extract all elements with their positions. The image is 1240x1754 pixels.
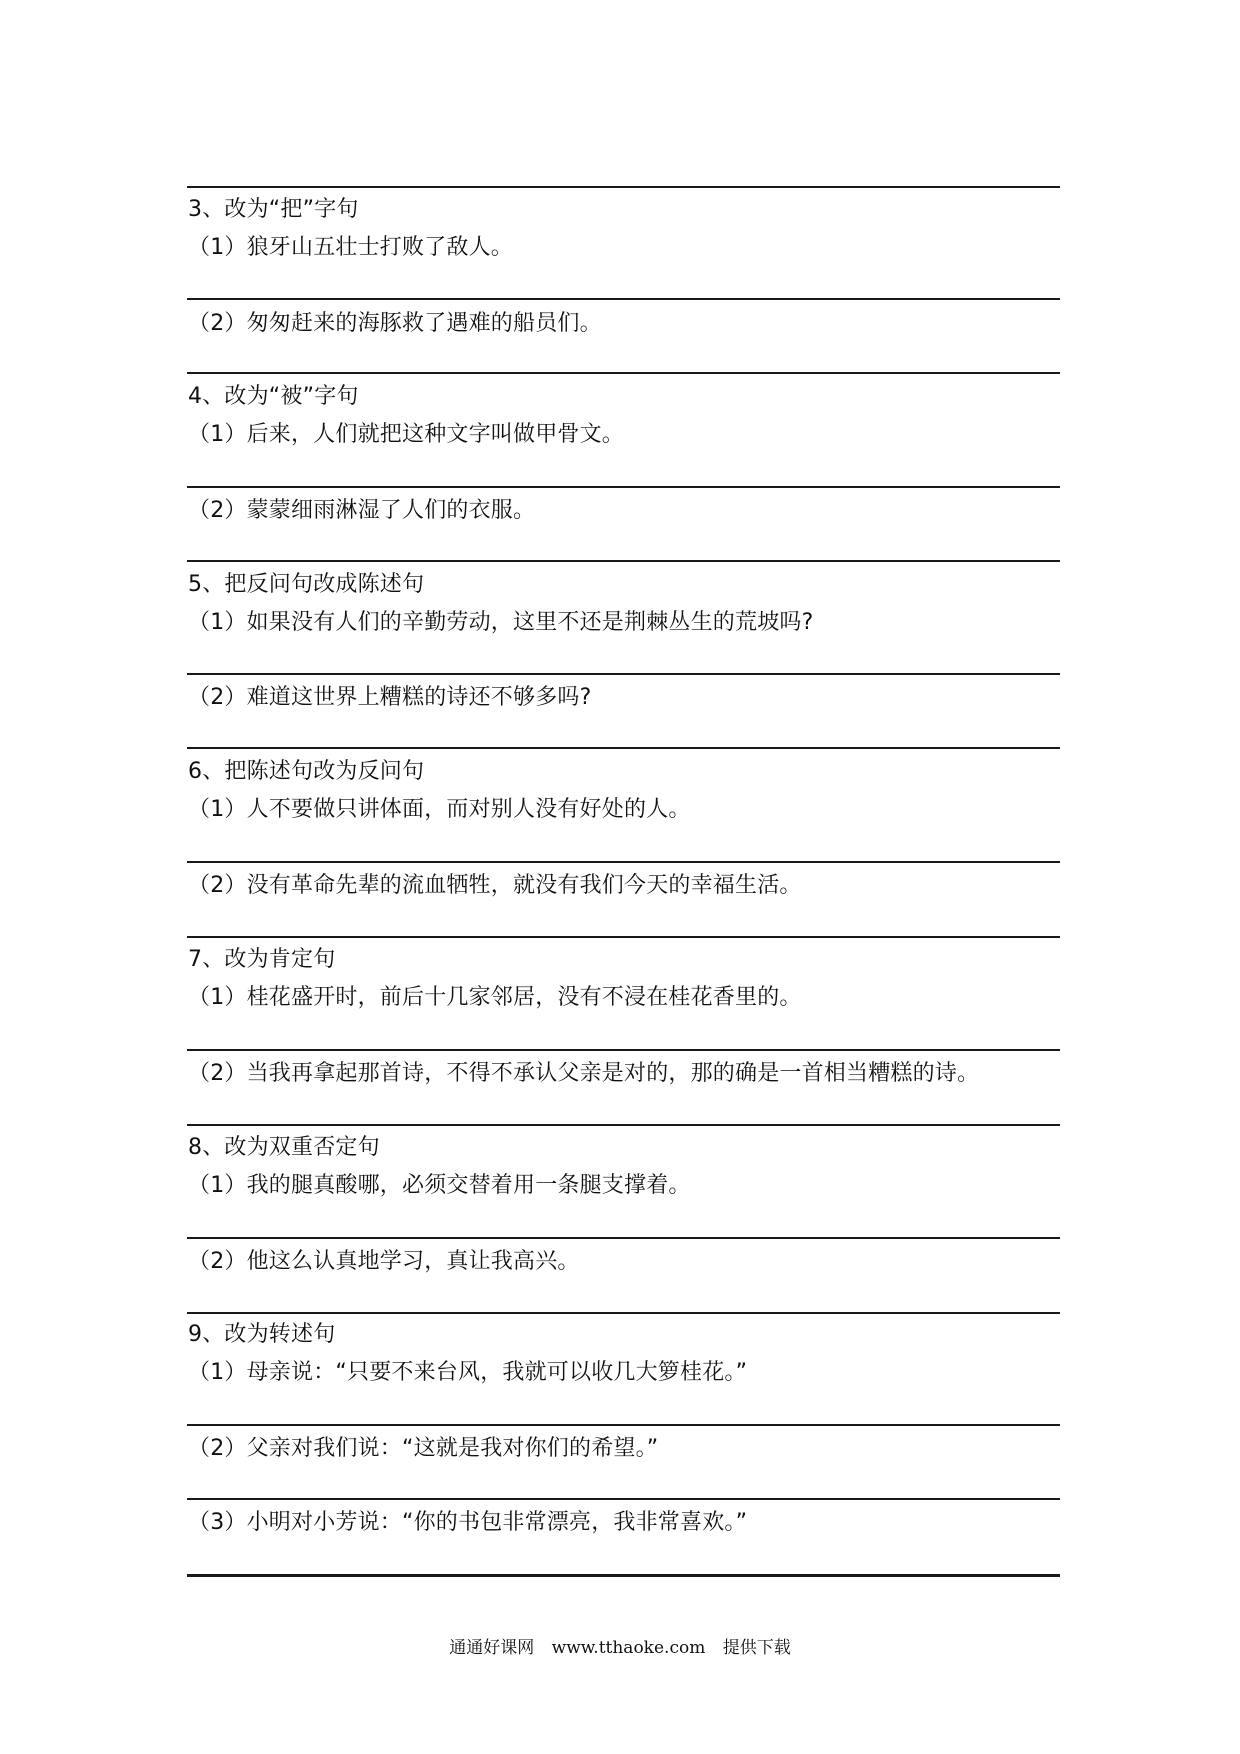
section-heading: 5、把反问句改成陈述句	[188, 572, 425, 597]
answer-line	[187, 298, 1060, 300]
answer-line	[187, 186, 1060, 188]
answer-line	[187, 747, 1060, 749]
question-item: （2）没有革命先辈的流血牺牲，就没有我们今天的幸福生活。	[188, 873, 802, 898]
answer-line	[187, 1312, 1060, 1314]
page-footer	[0, 1636, 1240, 1660]
question-item: （1）狼牙山五壮士打败了敌人。	[188, 235, 513, 260]
answer-line	[187, 1498, 1060, 1500]
question-item: （2）难道这世界上糟糕的诗还不够多吗?	[188, 685, 592, 710]
answer-line	[187, 936, 1060, 938]
answer-line	[187, 861, 1060, 863]
answer-line	[187, 1424, 1060, 1426]
answer-line	[187, 1237, 1060, 1239]
section-heading: 9、改为转述句	[188, 1322, 336, 1347]
section-heading: 7、改为肯定句	[188, 947, 336, 972]
question-item: （3）小明对小芳说：“你的书包非常漂亮，我非常喜欢。”	[188, 1510, 748, 1535]
answer-line	[187, 560, 1060, 562]
footer-site: 通通好课网	[449, 1638, 535, 1658]
section-heading: 3、改为“把”字句	[188, 197, 359, 222]
answer-line	[187, 372, 1060, 374]
question-item: （1）如果没有人们的辛勤劳动，这里不还是荆棘丛生的荒坡吗?	[188, 610, 814, 635]
answer-line	[187, 1124, 1060, 1126]
footer-note: 提供下载	[722, 1638, 791, 1658]
answer-line	[187, 486, 1060, 488]
question-item: （1）人不要做只讲体面，而对别人没有好处的人。	[188, 797, 691, 822]
answer-line	[187, 1574, 1060, 1577]
section-heading: 6、把陈述句改为反问句	[188, 759, 425, 784]
question-item: （1）桂花盛开时，前后十几家邻居，没有不浸在桂花香里的。	[188, 985, 802, 1010]
question-item: （2）父亲对我们说：“这就是我对你们的希望。”	[188, 1436, 659, 1461]
question-item: （2）蒙蒙细雨淋湿了人们的衣服。	[188, 498, 536, 523]
question-item: （1）后来，人们就把这种文字叫做甲骨文。	[188, 422, 624, 447]
section-heading: 8、改为双重否定句	[188, 1135, 380, 1160]
question-item: （2）当我再拿起那首诗，不得不承认父亲是对的，那的确是一首相当糟糕的诗。	[188, 1061, 980, 1086]
question-item: （2）匆匆赶来的海豚救了遇难的船员们。	[188, 311, 602, 336]
question-item: （1）母亲说：“只要不来台风，我就可以收几大箩桂花。”	[188, 1360, 748, 1385]
answer-line	[187, 1049, 1060, 1051]
question-item: （1）我的腿真酸哪，必须交替着用一条腿支撑着。	[188, 1173, 691, 1198]
question-item: （2）他这么认真地学习，真让我高兴。	[188, 1249, 580, 1274]
section-heading: 4、改为“被”字句	[188, 384, 359, 409]
answer-line	[187, 673, 1060, 675]
footer-url[interactable]: www.tthaoke.com	[551, 1638, 706, 1658]
